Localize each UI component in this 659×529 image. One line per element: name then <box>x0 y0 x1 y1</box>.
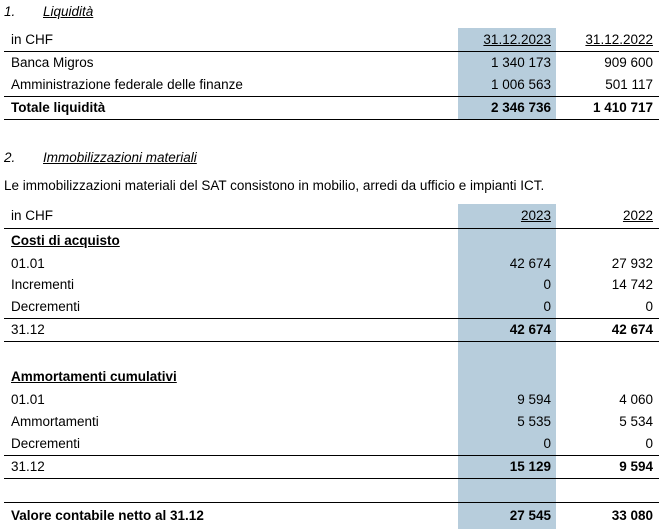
column-highlight <box>458 204 556 529</box>
unit-label: in CHF <box>11 208 54 223</box>
section-title: Liquidità <box>43 4 94 19</box>
column-header: 31.12.2022 <box>585 32 653 47</box>
table-cell: 0 <box>543 277 551 292</box>
total-label: 31.12 <box>11 459 45 474</box>
net-value: 27 545 <box>509 508 551 523</box>
table-cell: 42 674 <box>509 256 551 271</box>
divider <box>4 96 659 97</box>
table-row-label: Ammortamenti <box>11 414 99 429</box>
total-label: Totale liquidità <box>11 100 106 115</box>
column-header: 2023 <box>520 208 551 223</box>
divider <box>4 318 659 319</box>
table-cell: 14 742 <box>611 277 653 292</box>
divider <box>4 478 659 479</box>
divider <box>4 455 659 456</box>
table-cell: 1 006 563 <box>490 77 551 92</box>
table-cell: 9 594 <box>517 392 551 407</box>
total-value: 15 129 <box>509 459 551 474</box>
column-header: 2022 <box>622 208 653 223</box>
table-row-label: Decrementi <box>11 436 81 451</box>
total-value: 42 674 <box>611 322 653 337</box>
table-cell: 0 <box>543 299 551 314</box>
total-value: 2 346 736 <box>490 100 551 115</box>
total-label: 31.12 <box>11 322 45 337</box>
table-row-label: Banca Migros <box>11 55 94 70</box>
table-cell: 501 117 <box>605 77 653 92</box>
column-header: 31.12.2023 <box>483 32 551 47</box>
section-number: 1. <box>4 4 16 19</box>
total-value: 1 410 717 <box>592 100 653 115</box>
unit-label: in CHF <box>11 32 54 47</box>
total-value: 42 674 <box>509 322 551 337</box>
table-row-label: Incrementi <box>11 277 75 292</box>
divider <box>4 51 659 52</box>
table-cell: 1 340 173 <box>490 55 551 70</box>
table-cell: 909 600 <box>604 55 653 70</box>
divider <box>4 502 659 503</box>
table-cell: 4 060 <box>619 392 653 407</box>
net-value: 33 080 <box>611 508 653 523</box>
total-value: 9 594 <box>619 459 653 474</box>
divider <box>4 341 659 342</box>
table-cell: 0 <box>543 436 551 451</box>
section-description: Le immobilizzazioni materiali del SAT consistono in mobilio, arredi da ufficio e impianti ICT. <box>4 178 545 193</box>
table-row-label: Decrementi <box>11 299 81 314</box>
section-number: 2. <box>4 150 16 165</box>
table-cell: 0 <box>645 299 653 314</box>
subsection-heading: Ammortamenti cumulativi <box>11 369 177 384</box>
table-cell: 27 932 <box>611 256 653 271</box>
section-title: Immobilizzazioni materiali <box>43 150 197 165</box>
table-row-label: 01.01 <box>11 392 45 407</box>
divider <box>4 228 659 229</box>
subsection-heading: Costi di acquisto <box>11 233 120 248</box>
table-row-label: 01.01 <box>11 256 45 271</box>
divider <box>4 119 659 120</box>
table-cell: 5 534 <box>619 414 653 429</box>
net-value-label: Valore contabile netto al 31.12 <box>11 508 204 523</box>
table-cell: 5 535 <box>517 414 551 429</box>
table-row-label: Amministrazione federale delle finanze <box>11 77 243 92</box>
table-cell: 0 <box>645 436 653 451</box>
